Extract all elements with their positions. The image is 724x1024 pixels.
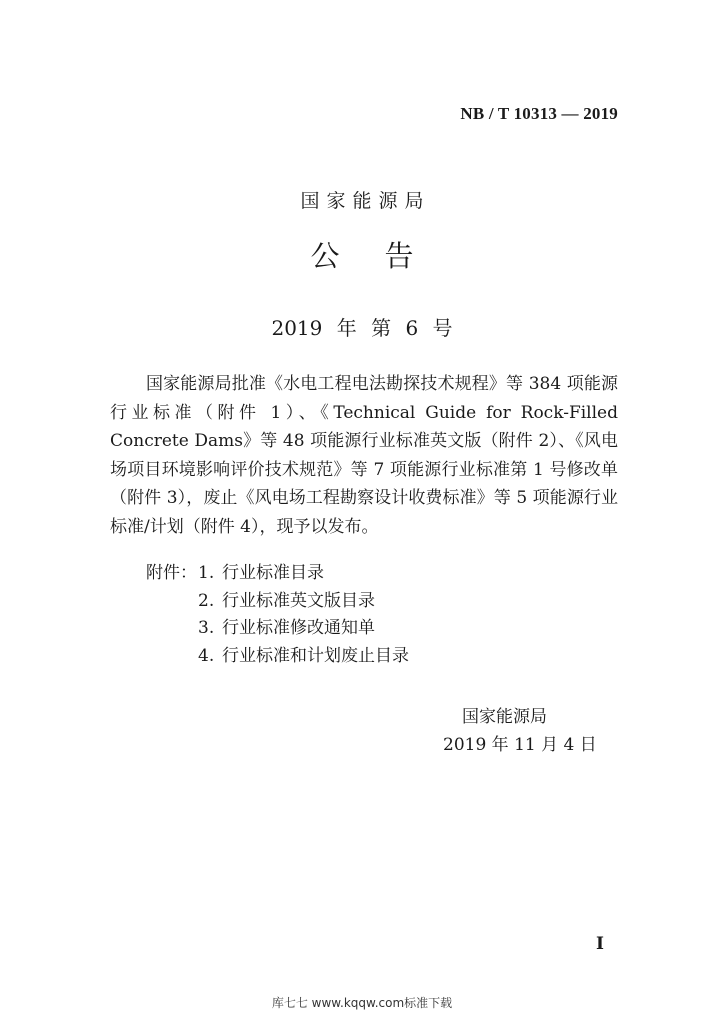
page-number: I — [596, 934, 604, 954]
attachment-title: 行业标准目录 — [222, 563, 324, 583]
standard-code: NB / T 10313 — 2019 — [460, 104, 618, 123]
document-type-heading: 公告 — [310, 239, 459, 273]
attachment-item — [146, 643, 409, 671]
attachment-item — [146, 588, 409, 616]
announcement-number: 2019 年 第 6 号 — [271, 316, 453, 340]
footer-watermark: 库七七 www.kqqw.com标准下载 — [271, 996, 453, 1010]
attachment-number: 4. — [198, 645, 215, 666]
attachment-list — [146, 560, 409, 670]
attachment-title: 行业标准英文版目录 — [222, 590, 375, 611]
attachment-item — [146, 615, 409, 643]
issuer-title: 国家能源局 — [300, 190, 431, 212]
attachment-title: 行业标准修改通知单 — [222, 618, 375, 638]
attachment-number: 3. — [198, 618, 215, 638]
attachment-number: 2. — [198, 590, 215, 611]
signature-org: 国家能源局 — [462, 707, 547, 727]
attachment-title: 行业标准和计划废止目录 — [222, 645, 409, 666]
attachment-item — [146, 560, 409, 588]
signature-date: 2019 年 11 月 4 日 — [443, 735, 597, 755]
attachment-number: 1. — [198, 563, 215, 583]
attachment-label: 附件： — [146, 563, 197, 583]
announcement-body: 国家能源局批准《水电工程电法勘探技术规程》等 384 项能源行业标准（附件 1）、《Technical Guide for Rock-Filled Concrete Dams》等 48 项能源行业标准英文版（附件 2）、《风电场项目环境影响评价技术规范》等 7 项能源行业标准第 1 号修改单（附件 3），废止《风电场工程勘察设计收费标准》等 5 项能源行业标准/计划（附件 4），现予以发布。 — [110, 374, 618, 537]
